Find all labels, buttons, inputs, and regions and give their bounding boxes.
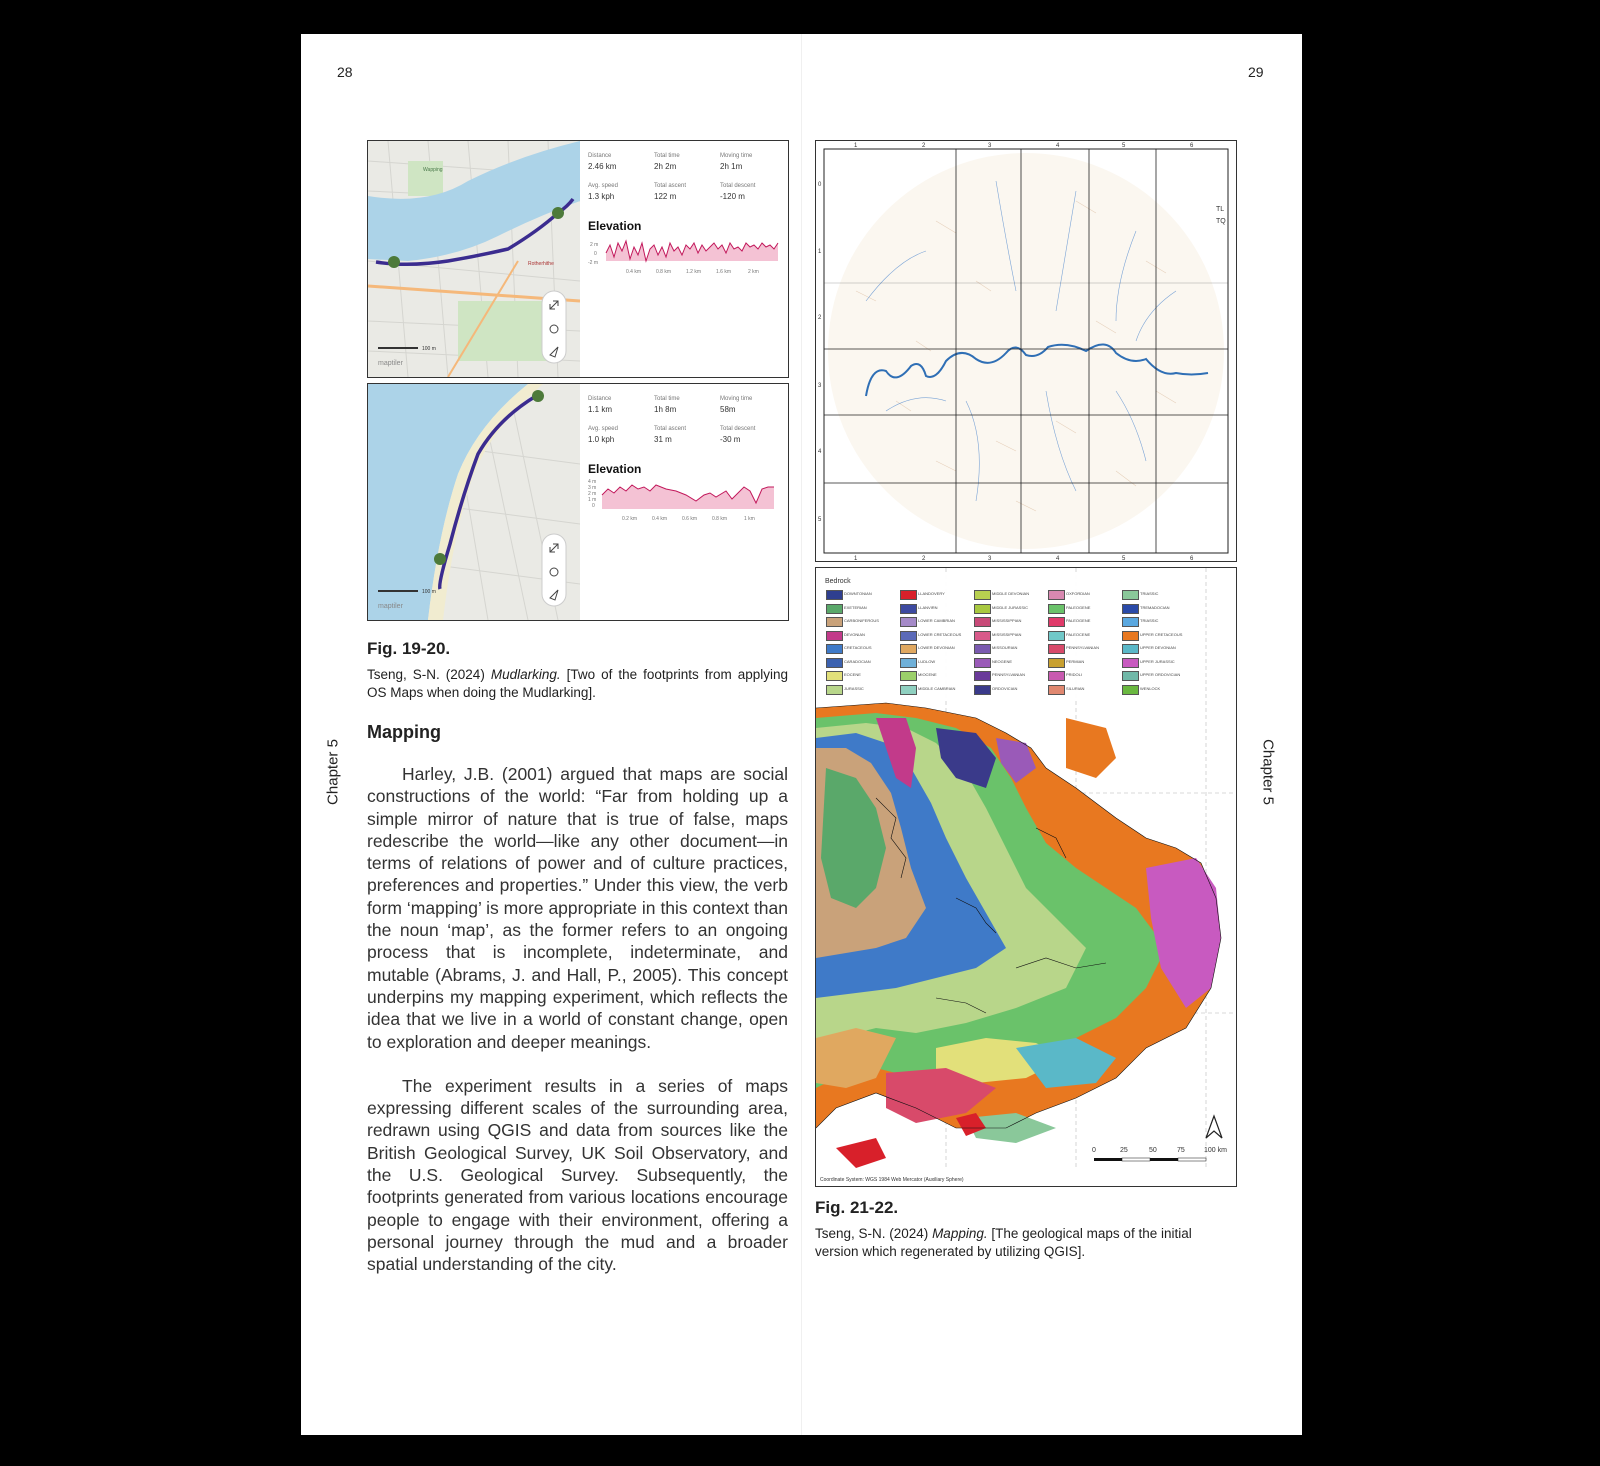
legend-label: MISSISSIPPIAN [992, 631, 1022, 637]
legend-swatch [900, 658, 917, 668]
legend-item [1046, 642, 1118, 654]
legend-item [898, 615, 970, 627]
elev-y-tick: 4 m [588, 479, 597, 485]
legend-item [1046, 683, 1118, 695]
map-scale: 100 m [422, 589, 436, 595]
grid-col-label: 3 [988, 143, 992, 149]
legend-swatch [1122, 658, 1139, 668]
section-heading: Mapping [367, 722, 441, 742]
scale-bar [1094, 1158, 1206, 1161]
legend-label: NEOGENE [992, 658, 1013, 664]
legend-item [972, 669, 1044, 681]
legend-item [824, 656, 896, 668]
elevation-title: Elevation [588, 219, 642, 233]
map-scale: 100 m [422, 346, 436, 352]
legend-swatch [1122, 631, 1139, 641]
legend-swatch [826, 590, 843, 600]
track-figure-2 [367, 383, 789, 621]
legend-label: PENNSYLVANIAN [1066, 645, 1099, 650]
legend-swatch [900, 644, 917, 654]
legend-item [1046, 588, 1118, 600]
map-attribution: maptiler [378, 360, 403, 367]
stat-total-ascent: Total ascent 122 m [654, 183, 687, 201]
legend-item [1046, 615, 1118, 627]
stat-avg-speed: Avg. speed 1.3 kph [588, 183, 618, 201]
legend-label: LUDLOW [918, 658, 936, 664]
legend-item [1120, 669, 1192, 681]
legend-swatch [1122, 671, 1139, 681]
grid-row-label: 0 [818, 182, 822, 188]
scale-label: 50 [1149, 1147, 1157, 1154]
elev-y-tick: -2 m [588, 260, 598, 266]
legend-label: EXETERIAN [844, 604, 867, 610]
legend-swatch [1048, 658, 1065, 668]
grid-col-label: 6 [1190, 143, 1194, 149]
legend-swatch [1122, 617, 1139, 627]
legend-label: PALEOCENE [1066, 631, 1091, 637]
track-figure-1 [367, 140, 789, 378]
chapter-tab-right: Chapter 5 [1259, 739, 1277, 805]
legend-label: PALEOGENE [1066, 604, 1091, 610]
legend-swatch [1048, 631, 1065, 641]
figure-caption-right: Tseng, S-N. (2024) Mapping. [The geological maps of the initial version which regenerated by utilizing QGIS]. [815, 1226, 1192, 1259]
grid-col-label: 1 [854, 556, 858, 561]
grid-col-label: 4 [1056, 143, 1060, 149]
grid-col-label: 6 [1190, 556, 1194, 561]
legend-item [1120, 588, 1192, 600]
elev-x-tick: 0.8 km [712, 516, 728, 522]
legend-label: LOWER DEVONIAN [918, 645, 955, 650]
legend-swatch [1048, 671, 1065, 681]
legend-label: WENLOCK [1140, 685, 1161, 691]
legend-swatch [1048, 685, 1065, 695]
elev-x-tick: 0.4 km [652, 516, 668, 522]
legend-item [972, 602, 1044, 614]
grid-col-label: 1 [854, 143, 858, 149]
legend-swatch [826, 631, 843, 641]
legend-item [972, 615, 1044, 627]
legend-label: MIDDLE JURASSIC [992, 604, 1029, 610]
legend-label: PALEOGENE [1066, 618, 1091, 623]
elev-y-tick: 2 m [590, 242, 599, 248]
grid-col-label: 5 [1122, 143, 1126, 149]
legend-title: Bedrock [825, 578, 851, 585]
legend-item [898, 656, 970, 668]
legend-swatch [826, 604, 843, 614]
legend-item [1120, 602, 1192, 614]
body-text [367, 763, 788, 1298]
legend-label: PRIDOLI [1066, 672, 1083, 677]
legend-item [1046, 602, 1118, 614]
grid-row-label: 3 [818, 383, 822, 389]
grid-corner-label: TL [1216, 206, 1225, 213]
legend-label: EOCENE [844, 672, 861, 677]
legend-item [824, 602, 896, 614]
legend-label: TRIASSIC [1140, 618, 1159, 623]
elev-x-tick: 2 km [748, 269, 759, 275]
legend-label: TRIASSIC [1140, 591, 1159, 596]
legend-item [824, 669, 896, 681]
chapter-tab-left: Chapter 5 [324, 739, 342, 805]
legend-item [972, 629, 1044, 641]
legend-swatch [1122, 604, 1139, 614]
legend-label: UPPER DEVONIAN [1140, 645, 1176, 650]
legend-item [898, 602, 970, 614]
stat-moving-time: Moving time 58m [720, 396, 753, 414]
book-spread [301, 34, 1302, 1435]
paragraph: Harley, J.B. (2001) argued that maps are social constructions of the world: “Far from holding up a simple mirror of nature that is true of false, maps redescribe the world—like any other document—in terms of relations of power and of culture practices, preferences and properties.” Under this view, the verb form ‘mapping’ is more appropriate in this context than the noun ‘map’, as the former refers to an ongoing process that is incomplete, indeterminate, and mutable (Abrams, J. and Hall, P., 2005). This concept underpins my mapping experiment, which reflects the idea that we live in a world of constant change, open to exploration and deeper meanings. [367, 764, 788, 1052]
track-stats-2 [580, 384, 788, 620]
elev-y-tick: 3 m [588, 485, 597, 491]
legend-swatch [974, 671, 991, 681]
map-attribution: maptiler [378, 603, 403, 610]
legend-item [824, 588, 896, 600]
legend-item [824, 615, 896, 627]
legend-swatch [900, 671, 917, 681]
legend-swatch [900, 590, 917, 600]
stat-total-descent: Total descent -120 m [720, 183, 756, 201]
legend-item [898, 629, 970, 641]
legend-item [972, 588, 1044, 600]
track-stats-1 [580, 141, 788, 377]
legend-swatch [1122, 644, 1139, 654]
elev-y-tick: 2 m [588, 491, 597, 497]
grid-col-label: 3 [988, 556, 992, 561]
grid-row-label: 5 [818, 517, 822, 523]
geology-map [815, 567, 1237, 1187]
legend-label: MIOCENE [918, 672, 937, 677]
legend-label: MIDDLE DEVONIAN [992, 591, 1030, 596]
legend-label: ORDOVICIAN [992, 685, 1018, 691]
legend-item [1120, 642, 1192, 654]
legend-item [824, 642, 896, 654]
track-map-2 [368, 384, 580, 620]
legend-label: JURASSIC [844, 685, 864, 691]
map-label-wapping: Wapping [423, 167, 443, 173]
stat-moving-time: Moving time 2h 1m [720, 153, 753, 171]
legend-label: UPPER CRETACEOUS [1140, 631, 1183, 637]
figure-label-left: Fig. 19-20. [367, 639, 451, 658]
legend-item [1046, 629, 1118, 641]
river-grid-svg [816, 141, 1236, 561]
legend-item [898, 683, 970, 695]
legend-swatch [900, 617, 917, 627]
legend-item [1046, 669, 1118, 681]
grid-row-label: 4 [818, 449, 822, 455]
grid-col-label: 5 [1122, 556, 1126, 561]
legend-swatch [974, 617, 991, 627]
legend-swatch [974, 644, 991, 654]
elev-x-tick: 1.6 km [716, 269, 732, 275]
legend-label: LLANDOVERY [918, 591, 945, 596]
grid-row-label: 2 [818, 315, 822, 321]
legend-item [1120, 615, 1192, 627]
elev-y-tick: 0 [594, 251, 597, 257]
stat-total-descent: Total descent -30 m [720, 426, 756, 444]
page-gutter [801, 34, 802, 1435]
legend-swatch [974, 631, 991, 641]
legend-label: LOWER CRETACEOUS [918, 631, 962, 637]
legend-item [824, 683, 896, 695]
legend-label: DOWNTONIAN [844, 591, 872, 596]
elev-y-tick: 1 m [588, 497, 597, 503]
legend-swatch [1048, 590, 1065, 600]
legend-swatch [826, 671, 843, 681]
legend-swatch [974, 685, 991, 695]
legend-label: PENNSYLVANIAN [992, 672, 1025, 677]
legend-item [1120, 656, 1192, 668]
page-number-right: 29 [1248, 64, 1264, 80]
figure-label-right: Fig. 21-22. [815, 1198, 899, 1217]
page-number-left: 28 [337, 64, 353, 80]
elev-x-tick: 1 km [744, 516, 755, 522]
stat-total-ascent: Total ascent 31 m [654, 426, 687, 444]
scale-label: 25 [1120, 1147, 1128, 1154]
legend-swatch [900, 631, 917, 641]
legend-swatch [1048, 644, 1065, 654]
legend-item [898, 669, 970, 681]
stat-total-time: Total time 1h 8m [654, 396, 680, 414]
legend-swatch [826, 658, 843, 668]
river-grid-map [815, 140, 1237, 562]
scale-label: 100 km [1204, 1147, 1227, 1154]
legend-label: CARBONIFEROUS [844, 618, 879, 623]
elev-x-tick: 1.2 km [686, 269, 702, 275]
legend-label: TREMADOCIAN [1140, 604, 1170, 610]
legend-item [972, 683, 1044, 695]
grid-col-label: 4 [1056, 556, 1060, 561]
legend-swatch [974, 604, 991, 614]
elevation-chart-1 [586, 237, 786, 287]
legend-item [824, 629, 896, 641]
elev-x-tick: 0.4 km [626, 269, 642, 275]
geology-legend [820, 572, 1196, 700]
elev-y-tick: 0 [592, 503, 595, 509]
legend-swatch [1122, 685, 1139, 695]
legend-swatch [826, 685, 843, 695]
stat-distance: Distance 1.1 km [588, 396, 613, 414]
grid-row-label: 1 [818, 249, 822, 255]
legend-label: UPPER JURASSIC [1140, 658, 1175, 664]
track-map-1 [368, 141, 580, 377]
map-label-rotherhithe: Rotherhithe [528, 261, 554, 267]
elev-x-tick: 0.6 km [682, 516, 698, 522]
stat-avg-speed: Avg. speed 1.0 kph [588, 426, 618, 444]
legend-swatch [826, 644, 843, 654]
figure-caption-left: Tseng, S-N. (2024) Mudlarking. [Two of the footprints from applying OS Maps when doing the Mudlarking]. [367, 667, 788, 700]
stat-distance: Distance 2.46 km [588, 153, 617, 171]
elevation-title: Elevation [588, 462, 642, 476]
grid-col-label: 2 [922, 556, 926, 561]
legend-item [1046, 656, 1118, 668]
legend-swatch [900, 604, 917, 614]
legend-swatch [900, 685, 917, 695]
legend-swatch [1048, 617, 1065, 627]
stat-total-time: Total time 2h 2m [654, 153, 680, 171]
legend-label: UPPER ORDOVICIAN [1140, 672, 1181, 677]
map-controls [542, 534, 566, 606]
scale-label: 75 [1177, 1147, 1185, 1154]
legend-label: MISSISSIPPIAN [992, 618, 1022, 623]
legend-swatch [1122, 590, 1139, 600]
legend-item [898, 642, 970, 654]
crs-note: Coordinate System: WGS 1984 Web Mercator (Auxiliary Sphere) [820, 1177, 964, 1183]
legend-swatch [1048, 604, 1065, 614]
scale-label: 0 [1092, 1147, 1096, 1154]
legend-label: LOWER CAMBRIAN [918, 618, 955, 623]
legend-label: CRETACEOUS [844, 645, 872, 650]
legend-item [972, 642, 1044, 654]
legend-label: OXFORDIAN [1066, 591, 1090, 596]
map-controls [542, 291, 566, 363]
legend-label: PERMIAN [1066, 658, 1085, 664]
legend-label: MIDDLE CAMBRIAN [918, 685, 956, 691]
elev-x-tick: 0.8 km [656, 269, 672, 275]
legend-label: LLANVIRN [918, 604, 938, 610]
legend-label: DEVONIAN [844, 631, 865, 637]
legend-item [972, 656, 1044, 668]
elevation-chart-2 [586, 477, 786, 532]
paragraph: The experiment results in a series of maps expressing different scales of the surrounding area, redrawn using QGIS and data from sources like the British Geological Survey, UK Soil Observatory, and the U.S. Geological Survey. Subsequently, the footprints generated from various locations encourage people to engage with their environment, offering a personal journey through the mud and a broader spatial understanding of the city. [367, 1075, 788, 1275]
legend-label: SILURIAN [1066, 685, 1085, 691]
legend-item [898, 588, 970, 600]
elev-x-tick: 0.2 km [622, 516, 638, 522]
legend-item [1120, 629, 1192, 641]
grid-col-label: 2 [922, 143, 926, 149]
legend-swatch [826, 617, 843, 627]
legend-swatch [974, 590, 991, 600]
legend-item [1120, 683, 1192, 695]
legend-label: CARADOCIAN [844, 658, 871, 664]
grid-corner-label: TQ [1216, 218, 1226, 225]
legend-swatch [974, 658, 991, 668]
legend-label: MISSOURIAN [992, 645, 1018, 650]
